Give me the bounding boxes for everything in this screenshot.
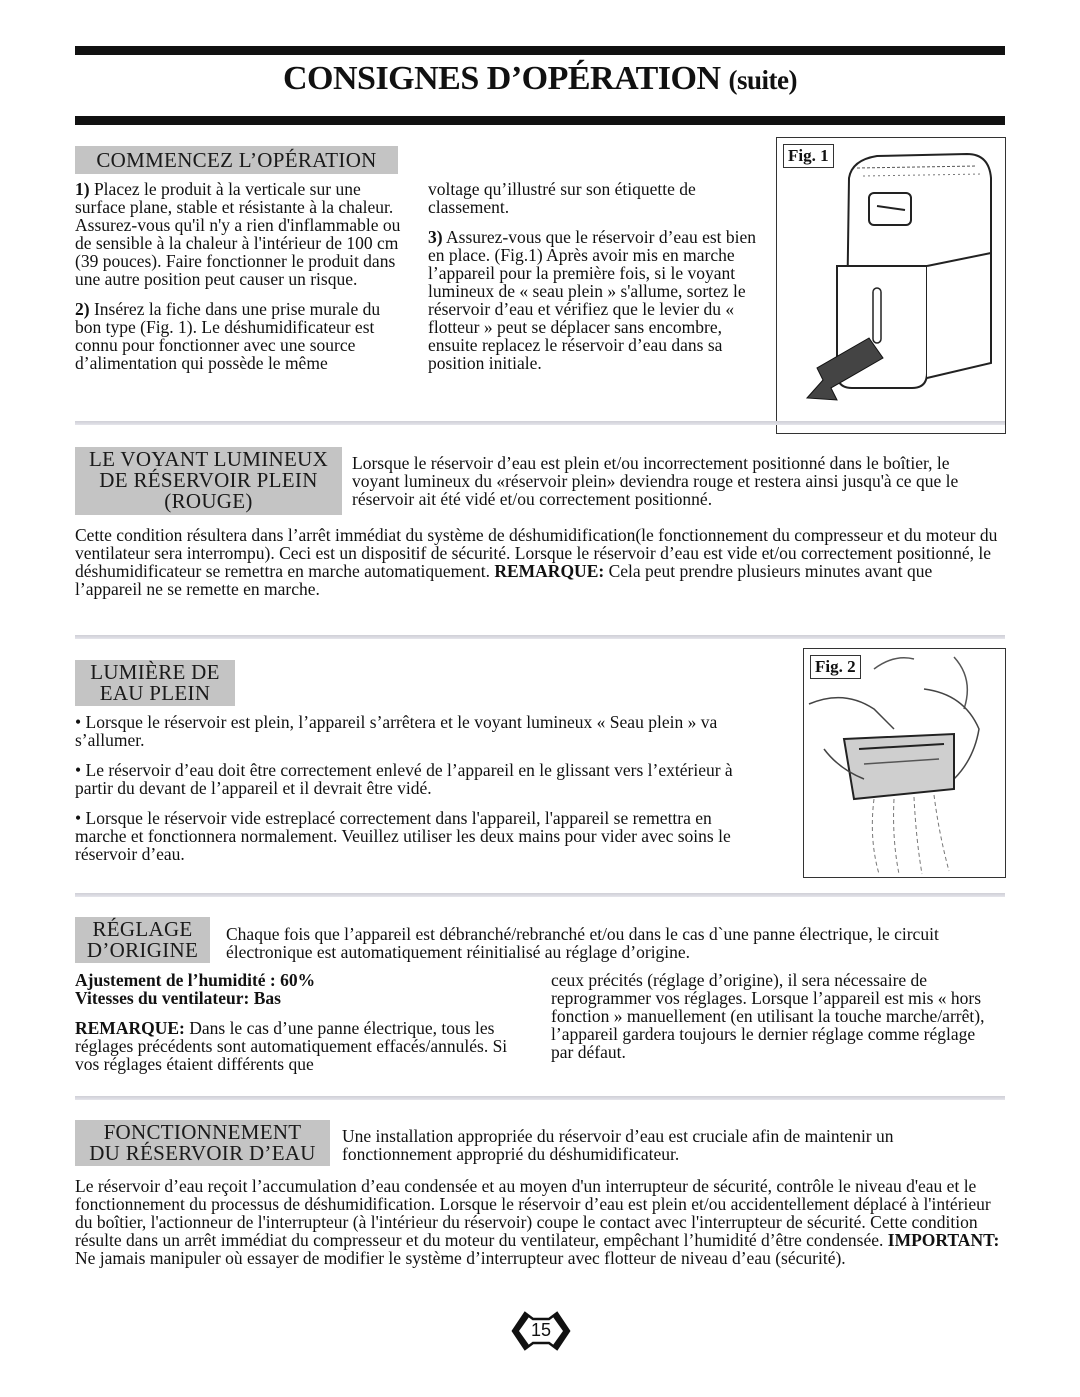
divider-2 (75, 635, 1005, 639)
defaults-fan-speed: Vitesses du ventilateur: Bas (75, 988, 281, 1008)
defaults-header-line-2: D’ORIGINE (86, 938, 199, 962)
indicator-header-line-2: DE RÉSERVOIR PLEIN (99, 468, 318, 492)
page-number (511, 1309, 571, 1353)
page-number-text: 15 (530, 1320, 552, 1340)
section-header-indicator (75, 447, 342, 515)
section-header-reservoir (75, 1120, 330, 1166)
defaults-note: REMARQUE: Dans le cas d’une panne électrique, tous les réglages précédents sont automatiquement effacés/annulés. Si vos réglages étaient différents que (75, 1018, 508, 1074)
figure-2 (803, 648, 1006, 878)
emptying-bucket-illustration (804, 649, 1005, 877)
reservoir-header-line-1: FONCTIONNEMENT (103, 1120, 302, 1144)
section-header-bucket (75, 660, 235, 706)
figure-1-label: Fig. 1 (783, 144, 834, 168)
reservoir-body: Le réservoir d’eau reçoit l’accumulation d’eau condensée et au moyen d'un interrupteur de sécurité, contrôle le niveau d'eau et le fonctionnement du processus de déshumidification. Lorsque le réservoir d’eau est plein et/ou accidentellement déplacé à l'intérieur du boîtier, l'actionneur de l'interrupteur (à l'intérieur du réservoir) coupe le contact avec l'interrupteur de sécurité. Cette condition résulte dans un arrêt immédiat du compresseur et du moteur du ventilateur, empêchant l’humidité d’être condensée. IMPORTANT: Ne jamais manipuler où essayer de modifier le système d’interrupteur avec flotteur de niveau d’eau (sécurité). (75, 1176, 1000, 1268)
indicator-header-line-3: (ROUGE) (164, 489, 253, 513)
page-title-main: CONSIGNES D’OPÉRATION (282, 60, 721, 97)
start-col-right (428, 180, 768, 384)
bucket-bullets (75, 713, 765, 875)
start-step-1: 1) Placez le produit à la verticale sur une surface plane, stable et résistante à la chaleur. Assurez-vous qu'il n'y a rien d'inflammable ou de sensible à la chaleur à l'intérieur de 100 cm (39 pouces). Faire fonctionner le produit dans une autre position peut causer un risque. (75, 179, 401, 289)
defaults-humidity: Ajustement de l’humidité : 60% (75, 970, 316, 990)
section-header-defaults (75, 917, 210, 963)
start-step-2-cont: voltage qu’illustré sur son étiquette de classement. (428, 179, 696, 217)
indicator-note-label: REMARQUE: (494, 561, 605, 581)
section-header-start: COMMENCEZ L’OPÉRATION (75, 146, 398, 174)
reservoir-important-label: IMPORTANT: (887, 1230, 1000, 1250)
top-rule (75, 46, 1005, 55)
indicator-body: Cette condition résultera dans l’arrêt immédiat du système de déshumidification(le fonctionnement du compresseur et du moteur du ventilateur sera interrompu). Ceci est un dispositif de sécurité. Lorsque le réservoir d’eau est vide et/ou correctement positionné, le déshumidificateur se remettra en marche automatiquement. REMARQUE: Cela peut prendre plusieurs minutes avant que l’appareil ne se remette en marche. (75, 525, 998, 599)
defaults-intro: Chaque fois que l’appareil est débranché/rebranché et/ou dans le cas d`une panne électrique, le circuit électronique est automatiquement réinitialisé au réglage d’origine. (226, 924, 939, 962)
figure-2-label: Fig. 2 (810, 655, 861, 679)
divider-3 (75, 893, 1005, 897)
bucket-header-line-2: EAU PLEIN (99, 681, 211, 705)
figure-1 (776, 137, 1006, 434)
indicator-intro: Lorsque le réservoir d’eau est plein et/ou incorrectement positionné dans le boîtier, le voyant lumineux du «réservoir plein» deviendra rouge et restera ainsi jusqu'à ce que le réservoir ait été vidé et/ou correctement positionné. (352, 453, 959, 509)
bucket-bullet-2: • Le réservoir d’eau doit être correctement enlevé de l’appareil en le glissant vers l’extérieur à partir du devant de l’appareil et il devrait être vidé. (75, 760, 733, 798)
dehumidifier-illustration (777, 138, 1005, 433)
divider-1 (75, 421, 1005, 425)
page-title (75, 60, 1005, 98)
defaults-col-right: ceux précités (réglage d’origine), il sera nécessaire de reprogrammer vos réglages. Lorsque l’appareil est mis « hors fonction » manuellement (en utilisant la touche marche/arrêt), l’appareil gardera toujours le dernier réglage comme réglage par défaut. (551, 970, 985, 1062)
title-underline-rule (75, 116, 1005, 125)
indicator-header-line-1: LE VOYANT LUMINEUX (88, 447, 329, 471)
bucket-bullet-1: • Lorsque le réservoir est plein, l’appareil s’arrêtera et le voyant lumineux « Seau plein » va s’allumer. (75, 712, 718, 750)
start-step-3: 3) Assurez-vous que le réservoir d’eau est bien en place. (Fig.1) Après avoir mis en marche l’appareil pour la première fois, si le voyant lumineux de « seau plein » s'allume, sortez le réservoir d’eau et vérifiez que le levier du « flotteur » peut se déplacer sans encombre, ensuite replacez le réservoir d’eau dans sa position initiale. (428, 227, 757, 373)
bucket-header-line-1: LUMIÈRE DE (90, 660, 220, 684)
reservoir-intro: Une installation appropriée du réservoir d’eau est cruciale afin de maintenir un fonctionnement approprié du déshumidificateur. (342, 1126, 894, 1164)
divider-4 (75, 1096, 1005, 1100)
bucket-bullet-3: • Lorsque le réservoir vide estreplacé correctement dans l'appareil, l'appareil se remettra en marche et fonctionnera normalement. Veuillez utiliser les deux mains pour vider avec soins le réservoir d’eau. (75, 808, 731, 864)
defaults-col-left (75, 971, 535, 1073)
reservoir-header-line-2: DU RÉSERVOIR D’EAU (89, 1141, 316, 1165)
start-col-left (75, 180, 410, 384)
start-step-2: 2) Insérez la fiche dans une prise murale du bon type (Fig. 1). Le déshumidificateur est connu pour fonctionner avec une source d’alimentation qui possède le même (75, 299, 381, 373)
page-title-suffix: (suite) (728, 65, 798, 95)
defaults-header-line-1: RÉGLAGE (92, 917, 193, 941)
